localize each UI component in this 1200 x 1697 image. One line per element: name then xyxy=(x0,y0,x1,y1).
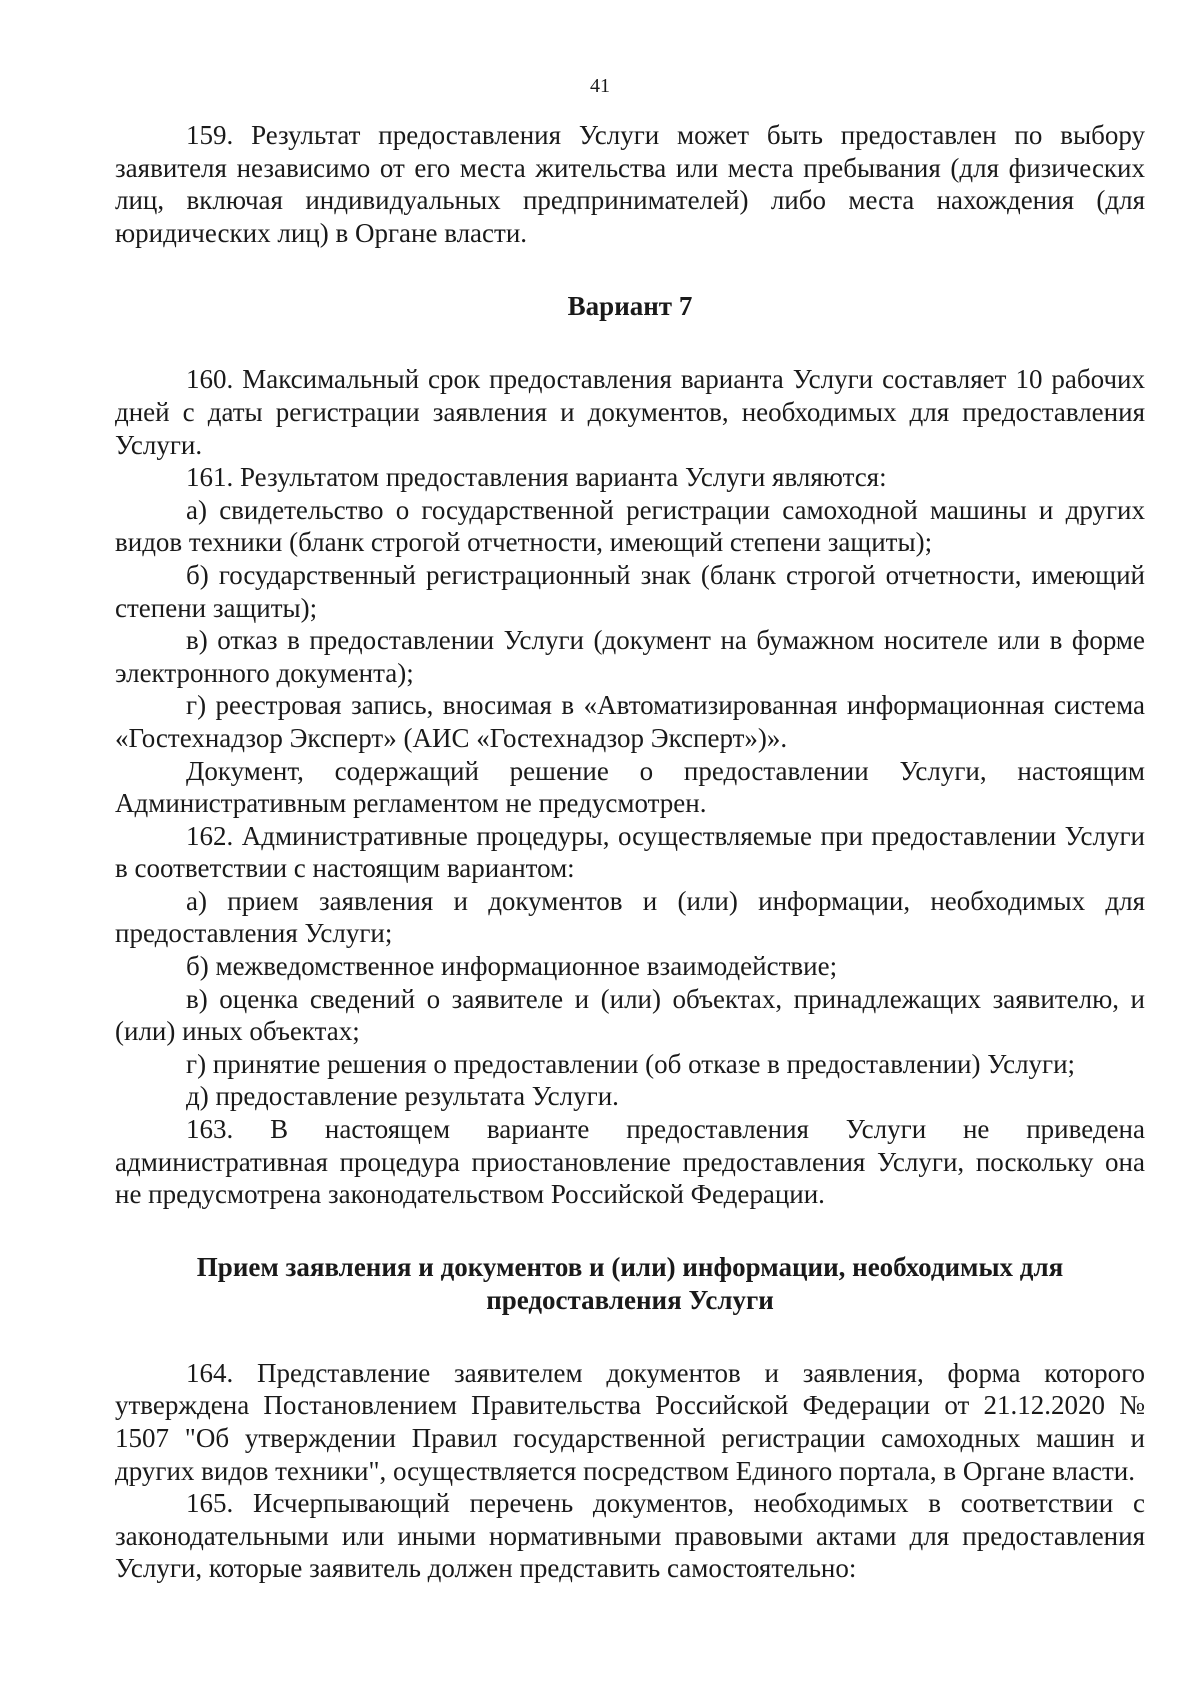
paragraph-162-v: в) оценка сведений о заявителе и (или) объектах, принадлежащих заявителю, и (или) иных объектах; xyxy=(115,983,1145,1047)
paragraph-162-b: б) межведомственное информационное взаимодействие; xyxy=(186,951,838,982)
paragraph-161-b: б) государственный регистрационный знак (бланк строгой отчетности, имеющий степени защиты); xyxy=(115,559,1145,623)
heading-section-line-2: предоставления Услуги xyxy=(486,1284,774,1315)
paragraph-decision-note: Документ, содержащий решение о предоставлении Услуги, настоящим Административным регламентом не предусмотрен. xyxy=(115,755,1145,819)
paragraph-160: 160. Максимальный срок предоставления варианта Услуги составляет 10 рабочих дней с даты регистрации заявления и документов, необходимых для предоставления Услуги. xyxy=(115,364,1145,460)
paragraph-162-g: г) принятие решения о предоставлении (об отказе в предоставлении) Услуги; xyxy=(186,1048,1076,1079)
heading-variant-7: Вариант 7 xyxy=(567,291,693,322)
paragraph-163: 163. В настоящем варианте предоставления Услуги не приведена административная процедура приостановление предоставления Услуги, поскольку она не предусмотрена законодательством Российской Федерации. xyxy=(115,1114,1145,1210)
paragraph-162-a: а) прием заявления и документов и (или) информации, необходимых для предоставления Услуги; xyxy=(115,885,1145,949)
paragraph-165: 165. Исчерпывающий перечень документов, необходимых в соответствии с законодательными или иными нормативными правовыми актами для предоставления Услуги, которые заявитель должен представить самостоятельно: xyxy=(115,1488,1145,1584)
paragraph-162-d: д) предоставление результата Услуги. xyxy=(186,1081,619,1112)
heading-section-line-1: Прием заявления и документов и (или) информации, необходимых для xyxy=(196,1251,1064,1282)
heading-section xyxy=(115,1251,1145,1317)
paragraph-161-v: в) отказ в предоставлении Услуги (документ на бумажном носителе или в форме электронного документа); xyxy=(115,625,1145,688)
document-body xyxy=(115,119,1145,1585)
paragraph-161-a: а) свидетельство о государственной регистрации самоходной машины и других видов техники (бланк строгой отчетности, имеющий степени защиты); xyxy=(115,494,1145,558)
paragraph-162: 162. Административные процедуры, осуществляемые при предоставлении Услуги в соответствии с настоящим вариантом: xyxy=(115,820,1145,884)
page-number: 41 xyxy=(590,75,610,97)
paragraph-164: 164. Представление заявителем документов и заявления, форма которого утверждена Постановлением Правительства Российской Федерации от 21.12.2020 № 1507 "Об утверждении Правил государственной регистрации самоходных машин и других видов техники", осуществляется посредством Единого портала, в Органе власти. xyxy=(115,1357,1145,1486)
paragraph-161: 161. Результатом предоставления варианта Услуги являются: xyxy=(186,462,887,493)
paragraph-161-g: г) реестровая запись, вносимая в «Автоматизированная информационная система «Гостехнадзор Эксперт» (АИС «Гостехнадзор Эксперт»)». xyxy=(115,690,1145,753)
paragraph-159: 159. Результат предоставления Услуги может быть предоставлен по выбору заявителя независимо от его места жительства или места пребывания (для физических лиц, включая индивидуальных предпринимателей) либо места нахождения (для юридических лиц) в Органе власти. xyxy=(115,120,1145,248)
